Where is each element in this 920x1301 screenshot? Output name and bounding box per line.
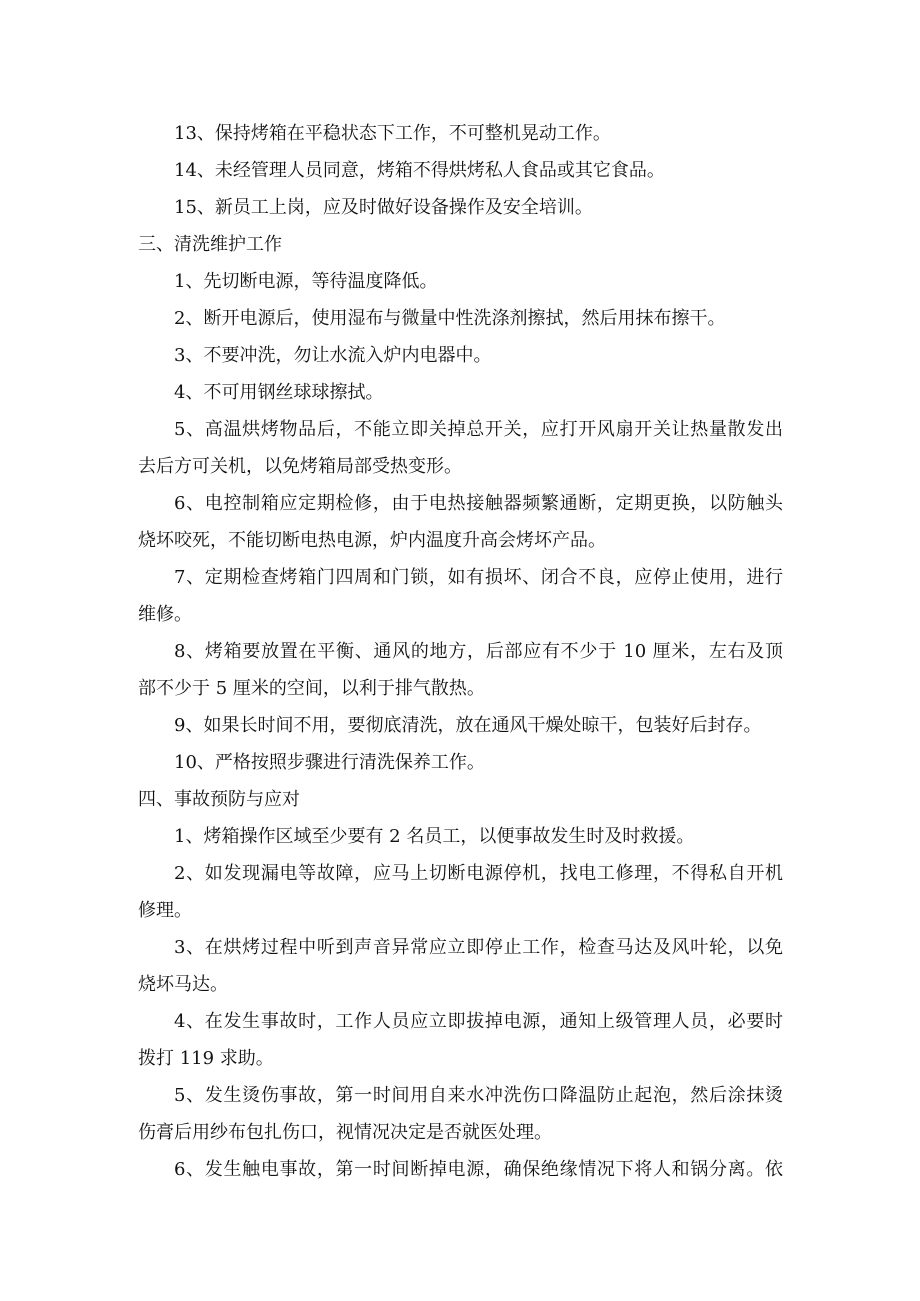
section-3-item-6-line-2: 烧坏咬死，不能切断电热电源，炉内温度升高会烤坏产品。 [138,530,606,551]
section-3-item-7-line-2: 维修。 [138,604,192,625]
section-4-item-2-line-2: 修理。 [138,900,192,921]
section-3-item-8-line-2: 部不少于 5 厘米的空间，以利于排气散热。 [138,678,485,699]
section-4-heading: 四、事故预防与应对 [138,789,300,810]
section-4-item-6-line-1: 6、发生触电事故，第一时间断掉电源，确保绝缘情况下将人和锅分离。依 [174,1159,783,1180]
section-4-item-5-line-2: 伤膏后用纱布包扎伤口，视情况决定是否就医处理。 [138,1122,552,1143]
section-3-heading: 三、清洗维护工作 [138,234,282,255]
section-3-item-7-line-1: 7、定期检查烤箱门四周和门锁，如有损坏、闭合不良，应停止使用，进行 [174,567,783,588]
section-3-item-5-line-2: 去后方可关机，以免烤箱局部受热变形。 [138,456,462,477]
rule-13: 13、保持烤箱在平稳状态下工作，不可整机晃动工作。 [174,123,611,144]
section-4-item-3-line-1: 3、在烘烤过程中听到声音异常应立即停止工作，检查马达及风叶轮，以免 [174,937,783,958]
section-3-item-5-line-1: 5、高温烘烤物品后，不能立即关掉总开关，应打开风扇开关让热量散发出 [174,419,783,440]
rule-15: 15、新员工上岗，应及时做好设备操作及安全培训。 [174,197,593,218]
section-3-item-8-line-1: 8、烤箱要放置在平衡、通风的地方，后部应有不少于 10 厘米，左右及顶 [174,641,783,662]
section-3-item-6-line-1: 6、电控制箱应定期检修，由于电热接触器频繁通断，定期更换，以防触头 [174,493,783,514]
section-4-item-4-line-2: 拨打 119 求助。 [138,1048,274,1069]
section-3-item-3: 3、不要冲洗，勿让水流入炉内电器中。 [174,345,492,366]
section-3-item-4: 4、不可用钢丝球球擦拭。 [174,382,384,403]
section-4-item-2-line-1: 2、如发现漏电等故障，应马上切断电源停机，找电工修理，不得私自开机 [174,863,783,884]
section-4-item-4-line-1: 4、在发生事故时，工作人员应立即拔掉电源，通知上级管理人员，必要时 [174,1011,783,1032]
section-3-item-2: 2、断开电源后，使用湿布与微量中性洗涤剂擦拭，然后用抹布擦干。 [174,308,726,329]
section-3-item-9: 9、如果长时间不用，要彻底清洗，放在通风干燥处晾干，包装好后封存。 [174,715,762,736]
document-body [138,119,783,1192]
rule-14: 14、未经管理人员同意，烤箱不得烘烤私人食品或其它食品。 [174,160,665,181]
section-3-item-1: 1、先切断电源，等待温度降低。 [174,271,438,292]
section-4-item-1: 1、烤箱操作区域至少要有 2 名员工，以便事故发生时及时救援。 [174,826,695,847]
section-4-item-3-line-2: 烧坏马达。 [138,974,228,995]
section-4-item-5-line-1: 5、发生烫伤事故，第一时间用自来水冲洗伤口降温防止起泡，然后涂抹烫 [174,1085,783,1106]
section-3-item-10: 10、严格按照步骤进行清洗保养工作。 [174,752,485,773]
